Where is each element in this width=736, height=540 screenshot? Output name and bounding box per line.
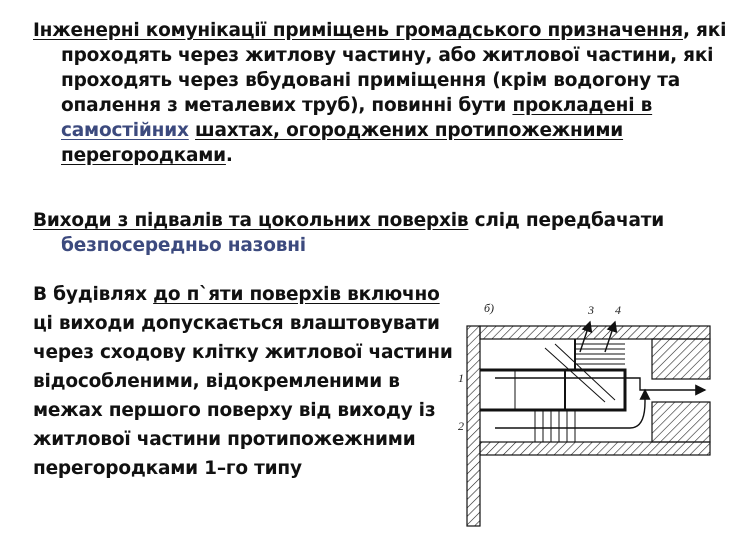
underlined-text-shafts: шахтах, огороджених протипожежними перегородками — [61, 120, 624, 166]
underlined-heading-text: Виходи з підвалів та цокольних поверхів — [33, 210, 469, 231]
paragraph-basement-exits — [33, 208, 736, 258]
stair-flight — [535, 344, 625, 442]
highlighted-text: безпосередньо назовні — [61, 235, 306, 256]
underlined-text: до п`яти поверхів включно — [153, 284, 440, 305]
paragraph-utility-shafts — [33, 18, 736, 168]
figure-label-b: б) — [484, 301, 495, 315]
paragraph-five-storey-buildings — [33, 280, 453, 483]
underlined-heading-text: Інженерні комунікації приміщень громадського призначення — [33, 20, 683, 41]
period: . — [225, 145, 233, 166]
wall-hatching — [467, 326, 710, 526]
fire-partition — [480, 339, 625, 410]
label-2: 2 — [458, 419, 464, 433]
body-text: ці виходи допускається влаштовувати через сходову клітку житлової частини відособленими, відокремленими в межах першого поверху від виходу із житлової частини протипожежними перегородками 1–го типу — [33, 313, 453, 479]
label-4: 4 — [615, 303, 621, 317]
exit-plan-diagram — [455, 282, 717, 538]
body-text: В будівлях — [33, 284, 154, 305]
label-3: 3 — [588, 303, 594, 317]
body-text: слід передбачати — [468, 210, 665, 231]
label-1: 1 — [458, 371, 464, 385]
highlighted-text: самостійних — [61, 120, 189, 141]
body-text: , які проходять через житлову частину, або житлової частини, які проходять через вбудовані приміщення (крім водогону та опалення з металевих труб), повинні бути — [61, 20, 727, 116]
underlined-text: прокладені в — [512, 95, 653, 116]
